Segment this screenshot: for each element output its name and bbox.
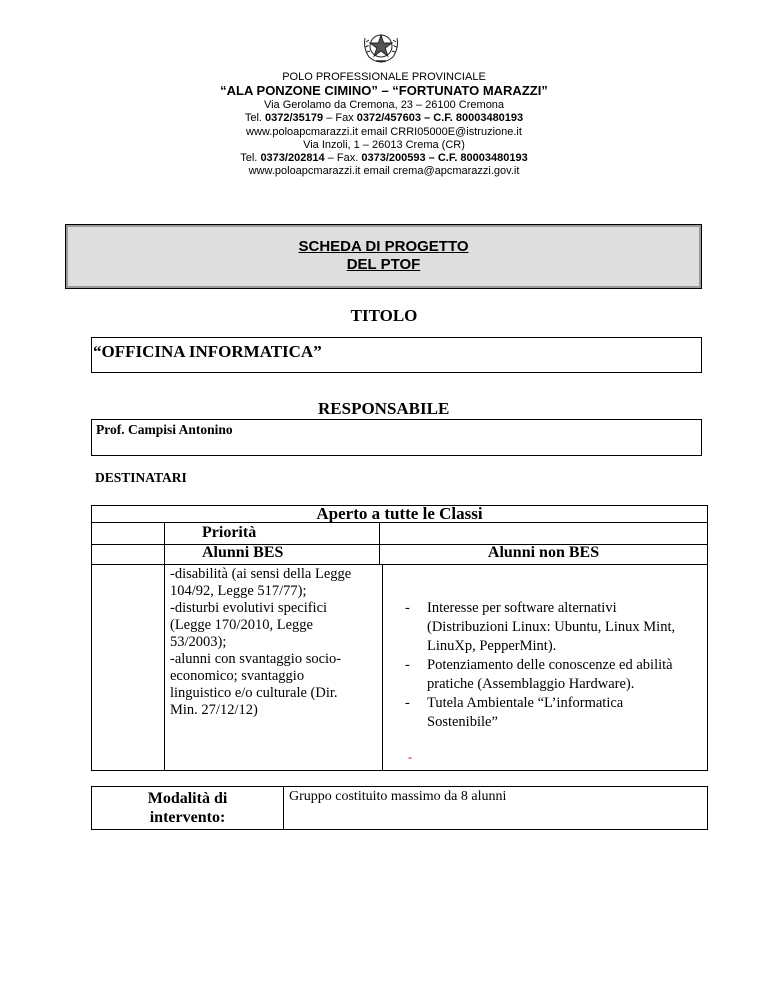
modalita-value: Gruppo costituito massimo da 8 alunni — [289, 789, 507, 804]
title-line-1: SCHEDA DI PROGETTO — [298, 238, 469, 255]
project-title-box — [65, 224, 702, 289]
col-alunni-non-bes: Alunni non BES — [487, 544, 600, 561]
responsabile-value: Prof. Campisi Antonino — [96, 422, 233, 437]
fax-number: 0372/457603 — [356, 112, 422, 124]
modalita-box — [91, 786, 708, 830]
non-bes-line: pratiche (Assemblaggio Hardware). — [427, 676, 635, 692]
tel-prefix: Tel. — [240, 152, 261, 164]
bes-line: -alunni con svantaggio socio- — [170, 651, 342, 667]
titolo-label: TITOLO — [350, 306, 418, 325]
responsabile-label: RESPONSABILE — [318, 399, 450, 418]
bes-line: linguistico e/o culturale (Dir. — [170, 685, 338, 701]
bes-line: (Legge 170/2010, Legge — [170, 617, 313, 633]
non-bes-item — [405, 656, 705, 694]
modalita-label-line: intervento: — [149, 809, 226, 826]
address-cremona: Via Gerolamo da Cremona, 23 – 26100 Cremona — [263, 99, 505, 111]
fax-prefix: – Fax — [323, 112, 357, 124]
non-bes-item — [405, 599, 705, 656]
non-bes-line: Tutela Ambientale “L’informatica — [427, 695, 624, 711]
school-name: “ALA PONZONE CIMINO” – “FORTUNATO MARAZZI” — [220, 83, 548, 98]
bes-line: -disabilità (ai sensi della Legge — [170, 566, 352, 582]
bes-line: Min. 27/12/12) — [170, 702, 258, 718]
address-crema: Via Inzoli, 1 – 26013 Crema (CR) — [303, 139, 465, 151]
destinatari-label: DESTINATARI — [95, 470, 187, 485]
tax-code: – C.F. 80003480193 — [425, 152, 528, 164]
non-bes-line: Interesse per software alternativi — [427, 600, 617, 616]
bes-description — [170, 566, 380, 719]
responsabile-box — [91, 419, 702, 456]
non-bes-line: LinuXp, PepperMint). — [427, 638, 557, 654]
non-bes-item — [405, 694, 705, 732]
bes-line: economico; svantaggio — [170, 668, 305, 684]
priorita-label: Priorità — [202, 524, 257, 541]
non-bes-list — [405, 599, 705, 732]
title-line-2: DEL PTOF — [346, 256, 421, 273]
table-heading: Aperto a tutte le Classi — [316, 504, 483, 523]
modalita-label-line: Modalità di — [147, 790, 228, 807]
modalita-label — [92, 789, 283, 827]
col-alunni-bes: Alunni BES — [202, 544, 284, 561]
fax-prefix: – Fax. — [324, 152, 362, 164]
tax-code: – C.F. 80003480193 — [421, 112, 524, 124]
trailing-dash: - — [408, 750, 412, 764]
republic-emblem-icon — [361, 28, 401, 64]
web-email-crema: www.poloapcmarazzi.it email crema@apcmarazzi.gov.it — [248, 165, 520, 177]
bes-line: -disturbi evolutivi specifici — [170, 600, 328, 616]
tel-prefix: Tel. — [244, 112, 266, 124]
bullet-dash: - — [405, 657, 410, 673]
bes-line: 104/92, Legge 517/77); — [170, 583, 307, 599]
bullet-dash: - — [405, 600, 410, 616]
contacts-cremona — [0, 111, 768, 125]
bullet-dash: - — [405, 695, 410, 711]
titolo-value: “OFFICINA INFORMATICA” — [93, 342, 322, 361]
tel-number: 0372/35179 — [265, 112, 324, 124]
destinatari-table — [91, 505, 708, 771]
non-bes-line: Potenziamento delle conoscenze ed abilità — [427, 657, 673, 673]
non-bes-line: Sostenibile” — [427, 714, 498, 730]
contacts-crema — [0, 151, 768, 165]
school-type: POLO PROFESSIONALE PROVINCIALE — [282, 71, 486, 83]
tel-number: 0373/202814 — [260, 152, 325, 164]
titolo-box — [91, 337, 702, 373]
non-bes-line: (Distribuzioni Linux: Ubuntu, Linux Mint, — [427, 619, 676, 635]
fax-number: 0373/200593 — [361, 152, 426, 164]
bes-line: 53/2003); — [170, 634, 227, 650]
web-email-cremona: www.poloapcmarazzi.it email CRRI05000E@istruzione.it — [246, 126, 522, 138]
